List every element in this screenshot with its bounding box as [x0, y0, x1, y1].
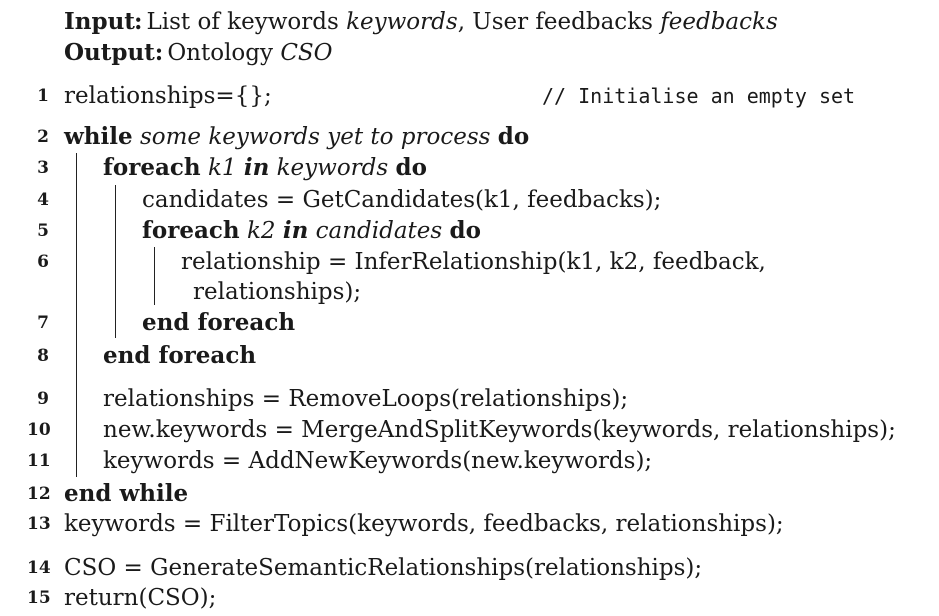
input-var-keywords: keywords [346, 9, 458, 35]
line-number: 3 [37, 158, 49, 178]
keyword-end-foreach: end foreach [103, 342, 257, 369]
line-code-continuation: relationships); [193, 279, 362, 305]
line-code [142, 216, 481, 246]
keyword-in: in [243, 154, 270, 181]
line-code [64, 122, 529, 152]
keyword-end-while: end while [64, 480, 189, 507]
keyword-do: do [395, 154, 427, 181]
line-number: 12 [27, 484, 51, 504]
while-condition: some keywords yet to process [139, 124, 491, 150]
line-code: return(CSO); [64, 585, 217, 611]
line-number: 2 [37, 127, 49, 147]
input-text-a: List of keywords [146, 9, 347, 35]
keyword-end-foreach: end foreach [142, 309, 296, 336]
keyword-in: in [282, 217, 309, 244]
input-spec [64, 7, 778, 37]
line-code: relationship = InferRelationship(k1, k2, feedback, [181, 249, 766, 275]
loop-collection: keywords [276, 155, 389, 181]
line-code: keywords = AddNewKeywords(new.keywords); [103, 448, 653, 474]
output-text: Ontology [167, 40, 281, 66]
line-number: 13 [27, 514, 51, 534]
keyword-foreach: foreach [103, 154, 201, 181]
output-spec [64, 38, 333, 68]
output-label: Output: [64, 39, 164, 66]
keyword-do: do [449, 217, 481, 244]
output-var-cso: CSO [280, 40, 333, 66]
keyword-while: while [64, 123, 133, 150]
while-block-rule [76, 153, 77, 477]
inner-foreach-block-rule [154, 247, 155, 305]
line-number: 10 [27, 420, 51, 440]
line-number: 14 [27, 558, 51, 578]
line-code: new.keywords = MergeAndSplitKeywords(keywords, relationships); [103, 417, 896, 443]
line-number: 9 [37, 389, 49, 409]
loop-variable: k1 [207, 155, 237, 181]
line-number: 15 [27, 588, 51, 608]
line-number: 8 [37, 346, 49, 366]
line-code: CSO = GenerateSemanticRelationships(relationships); [64, 555, 703, 581]
line-number: 1 [37, 86, 49, 106]
line-number: 5 [37, 221, 49, 241]
line-comment: // Initialise an empty set [542, 84, 856, 108]
outer-foreach-block-rule [115, 185, 116, 338]
keyword-foreach: foreach [142, 217, 240, 244]
input-var-feedbacks: feedbacks [660, 9, 778, 35]
line-number: 7 [37, 313, 49, 333]
line-code: relationships={}; [64, 83, 272, 109]
line-number: 6 [37, 252, 49, 272]
line-code: keywords = FilterTopics(keywords, feedbacks, relationships); [64, 511, 784, 537]
keyword-do: do [497, 123, 530, 150]
line-number: 11 [27, 451, 51, 471]
line-number: 4 [37, 190, 49, 210]
line-code [103, 153, 427, 183]
input-text-b: , User feedbacks [457, 9, 661, 35]
line-code: relationships = RemoveLoops(relationships); [103, 386, 629, 412]
loop-variable: k2 [246, 218, 276, 244]
line-code: candidates = GetCandidates(k1, feedbacks); [142, 187, 662, 213]
input-label: Input [64, 8, 135, 35]
loop-collection: candidates [315, 218, 443, 244]
input-colon: : [134, 8, 143, 35]
